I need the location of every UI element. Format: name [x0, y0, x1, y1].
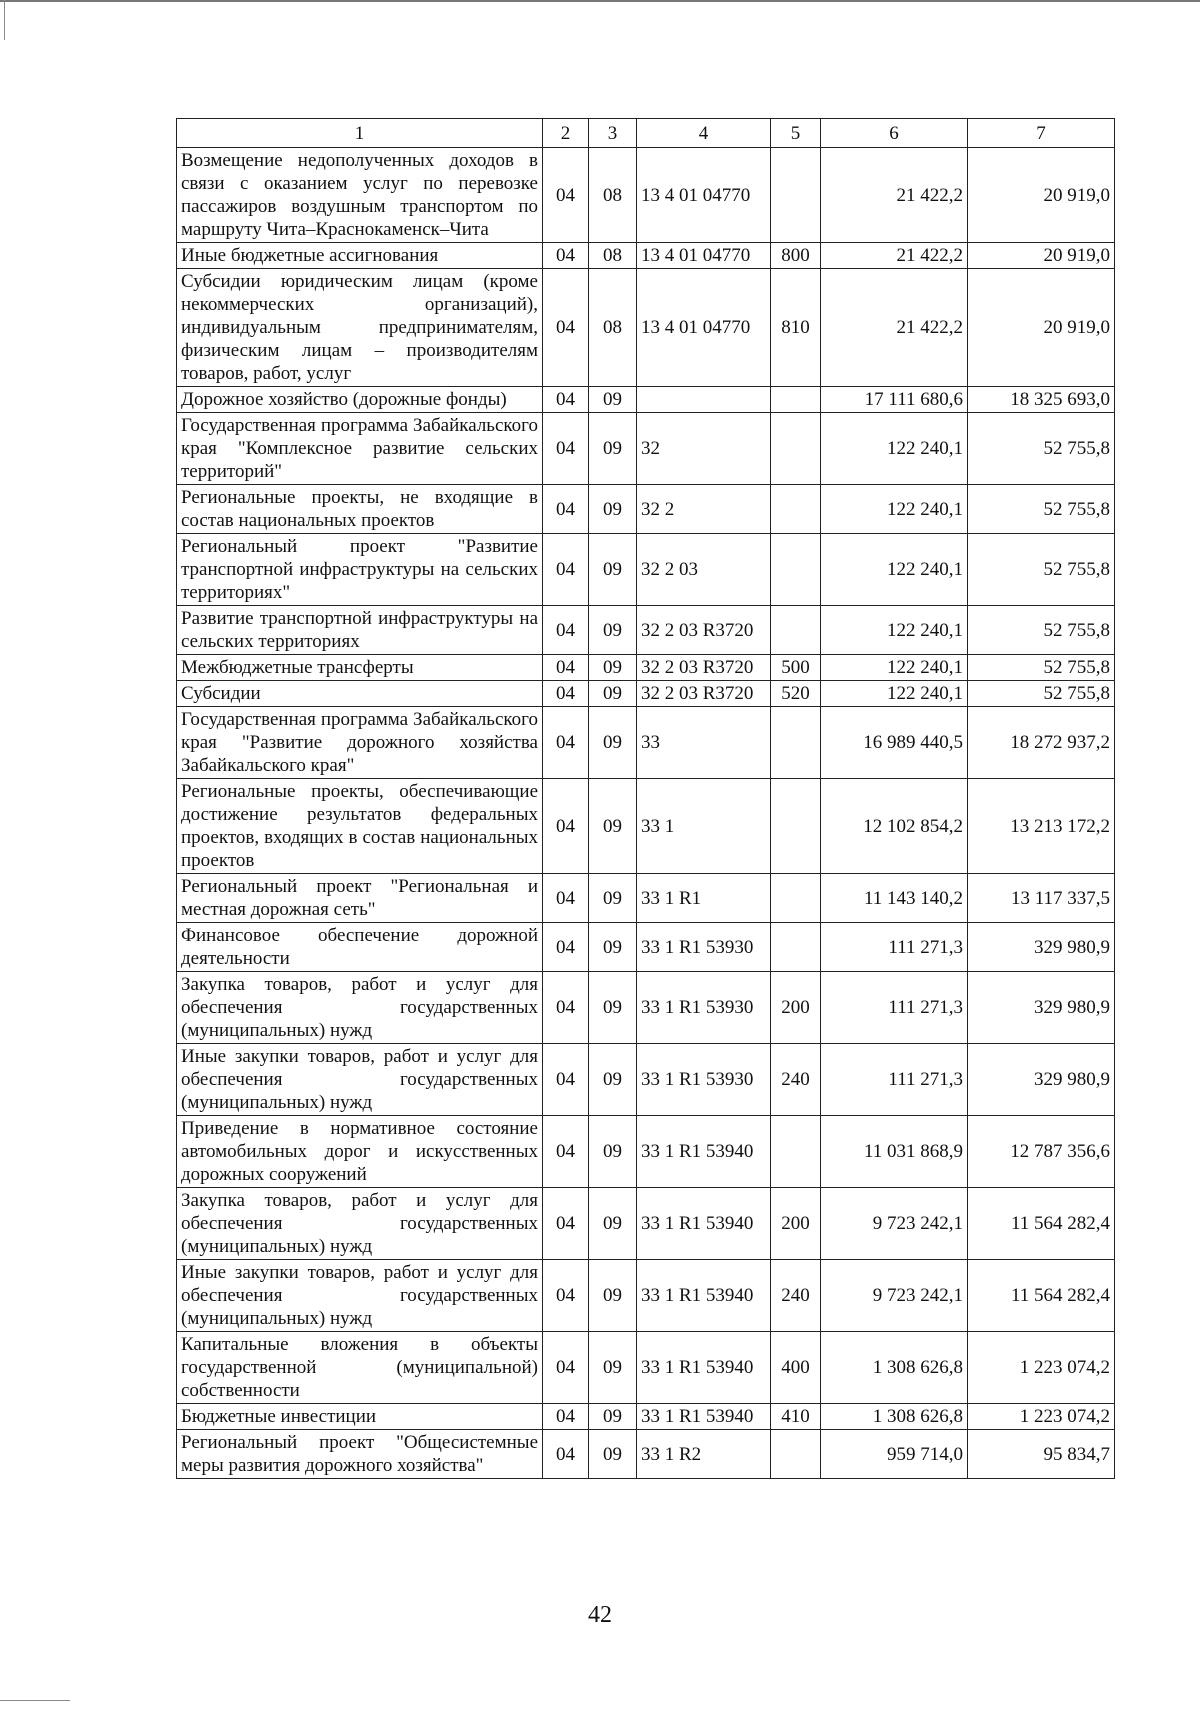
- row-amount-year-1: 111 271,3: [821, 1044, 968, 1116]
- table-body: [177, 148, 1115, 1479]
- row-subsection: 08: [589, 148, 637, 243]
- table-row: [177, 148, 1115, 243]
- row-amount-year-1: 16 989 440,5: [821, 707, 968, 779]
- row-name: Дорожное хозяйство (дорожные фонды): [177, 387, 543, 413]
- row-target-article: 13 4 01 04770: [637, 269, 771, 387]
- scan-left-edge: [4, 0, 5, 40]
- row-section: 04: [543, 1404, 589, 1430]
- row-name: Бюджетные инвестиции: [177, 1404, 543, 1430]
- table-row: [177, 1430, 1115, 1479]
- row-amount-year-2: 20 919,0: [968, 243, 1115, 269]
- row-amount-year-1: 959 714,0: [821, 1430, 968, 1479]
- table-row: [177, 1188, 1115, 1260]
- row-amount-year-1: 122 240,1: [821, 606, 968, 655]
- row-target-article: 32 2 03 R3720: [637, 681, 771, 707]
- row-section: 04: [543, 1116, 589, 1188]
- row-subsection: 09: [589, 534, 637, 606]
- row-target-article: 33 1 R1 53930: [637, 972, 771, 1044]
- row-subsection: 09: [589, 1116, 637, 1188]
- row-subsection: 09: [589, 387, 637, 413]
- row-subsection: 09: [589, 779, 637, 874]
- row-amount-year-1: 21 422,2: [821, 243, 968, 269]
- row-section: 04: [543, 413, 589, 485]
- row-amount-year-2: 52 755,8: [968, 534, 1115, 606]
- row-target-article: 32: [637, 413, 771, 485]
- row-name: Приведение в нормативное состояние автомобильных дорог и искусственных дорожных сооружений: [177, 1116, 543, 1188]
- table-row: [177, 707, 1115, 779]
- row-amount-year-2: 12 787 356,6: [968, 1116, 1115, 1188]
- header-col-6: 6: [821, 119, 968, 148]
- row-name: Региональные проекты, обеспечивающие достижение результатов федеральных проектов, входящих в состав национальных проектов: [177, 779, 543, 874]
- row-amount-year-1: 122 240,1: [821, 534, 968, 606]
- row-amount-year-1: 122 240,1: [821, 413, 968, 485]
- row-expense-type: 410: [771, 1404, 821, 1430]
- row-name: Региональный проект "Региональная и местная дорожная сеть": [177, 874, 543, 923]
- scan-bottom-mark: [0, 1700, 70, 1701]
- row-amount-year-2: 18 325 693,0: [968, 387, 1115, 413]
- row-name: Финансовое обеспечение дорожной деятельности: [177, 923, 543, 972]
- row-amount-year-2: 95 834,7: [968, 1430, 1115, 1479]
- row-section: 04: [543, 387, 589, 413]
- row-section: 04: [543, 1044, 589, 1116]
- row-name: Региональный проект "Развитие транспортной инфраструктуры на сельских территориях": [177, 534, 543, 606]
- row-amount-year-2: 329 980,9: [968, 923, 1115, 972]
- row-expense-type: [771, 923, 821, 972]
- row-target-article: 32 2: [637, 485, 771, 534]
- row-subsection: 08: [589, 269, 637, 387]
- row-expense-type: [771, 387, 821, 413]
- table-row: [177, 243, 1115, 269]
- row-target-article: 33 1 R1 53940: [637, 1404, 771, 1430]
- row-subsection: 09: [589, 485, 637, 534]
- row-name: Государственная программа Забайкальского края "Развитие дорожного хозяйства Забайкальского края": [177, 707, 543, 779]
- table-row: [177, 779, 1115, 874]
- row-amount-year-2: 13 213 172,2: [968, 779, 1115, 874]
- row-subsection: 09: [589, 681, 637, 707]
- row-target-article: 33 1 R1: [637, 874, 771, 923]
- table-row: [177, 681, 1115, 707]
- row-section: 04: [543, 681, 589, 707]
- row-name: Субсидии юридическим лицам (кроме некоммерческих организаций), индивидуальным предпринимателям, физическим лицам – производителям товаров, работ, услуг: [177, 269, 543, 387]
- table-row: [177, 1332, 1115, 1404]
- row-target-article: 33 1 R1 53930: [637, 923, 771, 972]
- header-col-3: 3: [589, 119, 637, 148]
- row-amount-year-2: 1 223 074,2: [968, 1332, 1115, 1404]
- row-amount-year-1: 11 031 868,9: [821, 1116, 968, 1188]
- row-expense-type: 800: [771, 243, 821, 269]
- table-row: [177, 874, 1115, 923]
- row-amount-year-2: 13 117 337,5: [968, 874, 1115, 923]
- row-expense-type: [771, 534, 821, 606]
- row-target-article: 32 2 03: [637, 534, 771, 606]
- table-row: [177, 269, 1115, 387]
- table-row: [177, 606, 1115, 655]
- row-target-article: 33 1 R1 53940: [637, 1188, 771, 1260]
- row-expense-type: 200: [771, 1188, 821, 1260]
- row-expense-type: [771, 1430, 821, 1479]
- row-amount-year-1: 9 723 242,1: [821, 1188, 968, 1260]
- row-name: Капитальные вложения в объекты государственной (муниципальной) собственности: [177, 1332, 543, 1404]
- header-col-1: 1: [177, 119, 543, 148]
- row-amount-year-1: 12 102 854,2: [821, 779, 968, 874]
- budget-table: [176, 118, 1115, 1479]
- table-row: [177, 1116, 1115, 1188]
- row-expense-type: 520: [771, 681, 821, 707]
- row-expense-type: 500: [771, 655, 821, 681]
- table-row: [177, 655, 1115, 681]
- row-subsection: 09: [589, 413, 637, 485]
- row-target-article: 32 2 03 R3720: [637, 655, 771, 681]
- row-expense-type: [771, 606, 821, 655]
- row-name: Иные закупки товаров, работ и услуг для обеспечения государственных (муниципальных) нужд: [177, 1260, 543, 1332]
- row-subsection: 08: [589, 243, 637, 269]
- row-amount-year-1: 111 271,3: [821, 923, 968, 972]
- row-amount-year-2: 52 755,8: [968, 606, 1115, 655]
- row-amount-year-2: 52 755,8: [968, 681, 1115, 707]
- row-amount-year-2: 1 223 074,2: [968, 1404, 1115, 1430]
- row-expense-type: [771, 413, 821, 485]
- row-section: 04: [543, 923, 589, 972]
- row-subsection: 09: [589, 655, 637, 681]
- row-target-article: 33: [637, 707, 771, 779]
- row-subsection: 09: [589, 1188, 637, 1260]
- row-expense-type: [771, 874, 821, 923]
- header-row: [177, 119, 1115, 148]
- row-subsection: 09: [589, 1404, 637, 1430]
- row-target-article: 33 1 R1 53940: [637, 1116, 771, 1188]
- table-row: [177, 485, 1115, 534]
- row-section: 04: [543, 707, 589, 779]
- table-row: [177, 923, 1115, 972]
- row-amount-year-1: 21 422,2: [821, 148, 968, 243]
- row-subsection: 09: [589, 923, 637, 972]
- row-target-article: 13 4 01 04770: [637, 148, 771, 243]
- row-name: Иные закупки товаров, работ и услуг для обеспечения государственных (муниципальных) нужд: [177, 1044, 543, 1116]
- row-section: 04: [543, 1188, 589, 1260]
- row-amount-year-2: 20 919,0: [968, 269, 1115, 387]
- header-col-4: 4: [637, 119, 771, 148]
- row-amount-year-1: 21 422,2: [821, 269, 968, 387]
- row-amount-year-2: 52 755,8: [968, 413, 1115, 485]
- row-target-article: 33 1 R2: [637, 1430, 771, 1479]
- row-target-article: [637, 387, 771, 413]
- row-amount-year-1: 11 143 140,2: [821, 874, 968, 923]
- row-amount-year-2: 11 564 282,4: [968, 1188, 1115, 1260]
- row-section: 04: [543, 655, 589, 681]
- row-name: Возмещение недополученных доходов в связи с оказанием услуг по перевозке пассажиров воздушным транспортом по маршруту Чита–Краснокаменск–Чита: [177, 148, 543, 243]
- row-amount-year-1: 122 240,1: [821, 485, 968, 534]
- row-subsection: 09: [589, 972, 637, 1044]
- table-row: [177, 387, 1115, 413]
- row-name: Закупка товаров, работ и услуг для обеспечения государственных (муниципальных) нужд: [177, 1188, 543, 1260]
- row-amount-year-1: 111 271,3: [821, 972, 968, 1044]
- row-subsection: 09: [589, 874, 637, 923]
- header-col-5: 5: [771, 119, 821, 148]
- table-row: [177, 1260, 1115, 1332]
- row-subsection: 09: [589, 1260, 637, 1332]
- row-section: 04: [543, 534, 589, 606]
- row-target-article: 33 1 R1 53940: [637, 1332, 771, 1404]
- row-name: Закупка товаров, работ и услуг для обеспечения государственных (муниципальных) нужд: [177, 972, 543, 1044]
- row-expense-type: [771, 148, 821, 243]
- header-col-2: 2: [543, 119, 589, 148]
- row-subsection: 09: [589, 707, 637, 779]
- row-amount-year-1: 122 240,1: [821, 681, 968, 707]
- row-expense-type: [771, 779, 821, 874]
- row-section: 04: [543, 1332, 589, 1404]
- row-expense-type: 240: [771, 1044, 821, 1116]
- row-section: 04: [543, 485, 589, 534]
- row-expense-type: 400: [771, 1332, 821, 1404]
- row-name: Региональные проекты, не входящие в состав национальных проектов: [177, 485, 543, 534]
- row-amount-year-1: 1 308 626,8: [821, 1404, 968, 1430]
- row-section: 04: [543, 269, 589, 387]
- row-name: Субсидии: [177, 681, 543, 707]
- row-target-article: 33 1: [637, 779, 771, 874]
- row-amount-year-2: 329 980,9: [968, 1044, 1115, 1116]
- row-expense-type: [771, 1116, 821, 1188]
- row-amount-year-2: 20 919,0: [968, 148, 1115, 243]
- row-amount-year-2: 18 272 937,2: [968, 707, 1115, 779]
- row-subsection: 09: [589, 1430, 637, 1479]
- row-amount-year-2: 11 564 282,4: [968, 1260, 1115, 1332]
- row-amount-year-2: 52 755,8: [968, 655, 1115, 681]
- table-row: [177, 1404, 1115, 1430]
- row-amount-year-1: 9 723 242,1: [821, 1260, 968, 1332]
- row-target-article: 33 1 R1 53940: [637, 1260, 771, 1332]
- row-section: 04: [543, 1260, 589, 1332]
- table-row: [177, 972, 1115, 1044]
- row-expense-type: [771, 707, 821, 779]
- row-name: Региональный проект "Общесистемные меры развития дорожного хозяйства": [177, 1430, 543, 1479]
- row-name: Государственная программа Забайкальского края "Комплексное развитие сельских территорий": [177, 413, 543, 485]
- scan-top-edge: [0, 0, 1200, 2]
- row-section: 04: [543, 779, 589, 874]
- row-expense-type: 200: [771, 972, 821, 1044]
- row-amount-year-1: 17 111 680,6: [821, 387, 968, 413]
- row-subsection: 09: [589, 606, 637, 655]
- row-amount-year-2: 52 755,8: [968, 485, 1115, 534]
- table-row: [177, 534, 1115, 606]
- row-amount-year-1: 1 308 626,8: [821, 1332, 968, 1404]
- row-section: 04: [543, 243, 589, 269]
- row-expense-type: [771, 485, 821, 534]
- row-section: 04: [543, 1430, 589, 1479]
- row-expense-type: 810: [771, 269, 821, 387]
- row-section: 04: [543, 606, 589, 655]
- row-subsection: 09: [589, 1044, 637, 1116]
- row-expense-type: 240: [771, 1260, 821, 1332]
- row-section: 04: [543, 972, 589, 1044]
- row-name: Развитие транспортной инфраструктуры на сельских территориях: [177, 606, 543, 655]
- row-target-article: 13 4 01 04770: [637, 243, 771, 269]
- table-row: [177, 413, 1115, 485]
- row-subsection: 09: [589, 1332, 637, 1404]
- header-col-7: 7: [968, 119, 1115, 148]
- row-name: Иные бюджетные ассигнования: [177, 243, 543, 269]
- row-section: 04: [543, 148, 589, 243]
- row-target-article: 33 1 R1 53930: [637, 1044, 771, 1116]
- row-amount-year-1: 122 240,1: [821, 655, 968, 681]
- row-section: 04: [543, 874, 589, 923]
- row-amount-year-2: 329 980,9: [968, 972, 1115, 1044]
- row-name: Межбюджетные трансферты: [177, 655, 543, 681]
- table-row: [177, 1044, 1115, 1116]
- page-number: 42: [588, 1602, 612, 1628]
- row-target-article: 32 2 03 R3720: [637, 606, 771, 655]
